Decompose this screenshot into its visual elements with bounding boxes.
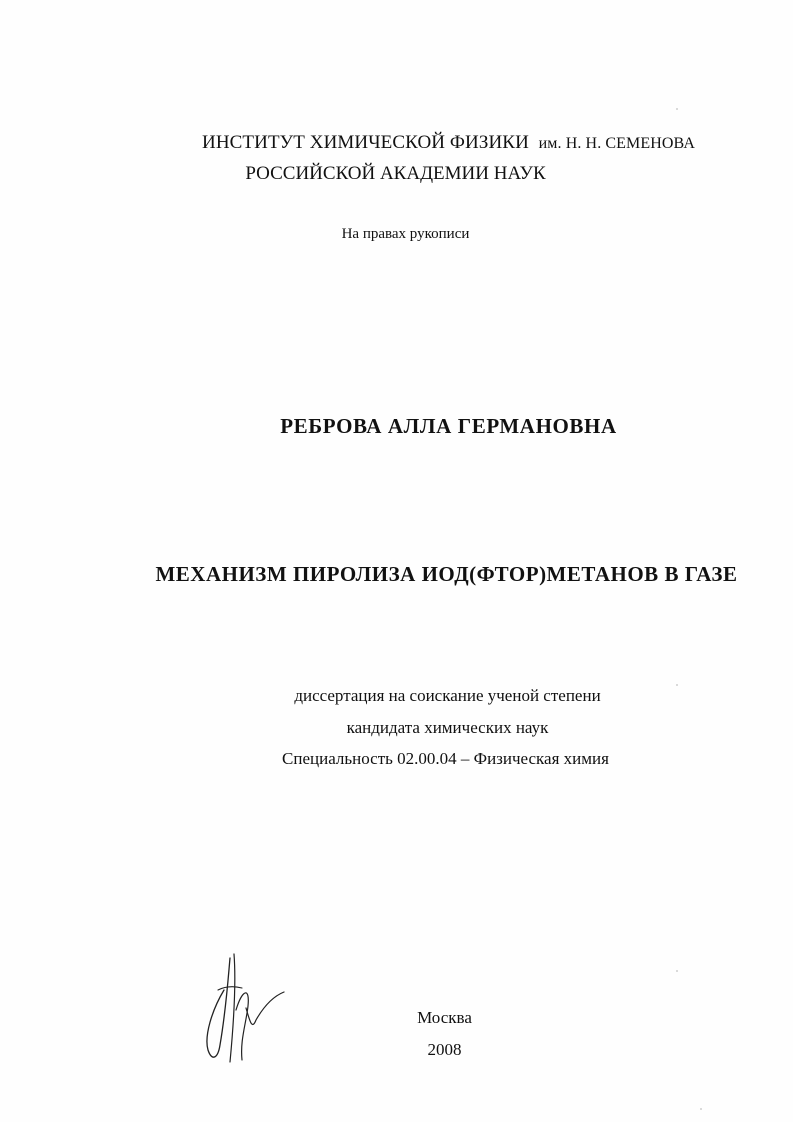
institute-name: ИНСТИТУТ ХИМИЧЕСКОЙ ФИЗИКИ <box>202 132 529 153</box>
dissertation-title: МЕХАНИЗМ ПИРОЛИЗА ИОД(ФТОР)МЕТАНОВ В ГАЗЕ <box>155 562 738 586</box>
city: Москва <box>417 1008 472 1027</box>
year: 2008 <box>427 1040 462 1059</box>
specialty-line: Специальность 02.00.04 – Физическая химия <box>282 749 609 768</box>
scan-speck <box>676 684 678 686</box>
degree-line-2: кандидата химических наук <box>346 718 549 737</box>
institute-line-2: РОССИЙСКОЙ АКАДЕМИИ НАУК <box>245 163 546 184</box>
rights-note: На правах рукописи <box>341 226 470 242</box>
institute-honorific: им. Н. Н. СЕМЕНОВА <box>538 135 695 152</box>
scan-speck <box>676 970 678 972</box>
scan-speck <box>676 108 678 110</box>
author-name: РЕБРОВА АЛЛА ГЕРМАНОВНА <box>280 414 617 438</box>
institute-line-1 <box>52 132 793 154</box>
scan-speck <box>700 1108 702 1110</box>
degree-line-1: диссертация на соискание ученой степени <box>294 686 601 705</box>
